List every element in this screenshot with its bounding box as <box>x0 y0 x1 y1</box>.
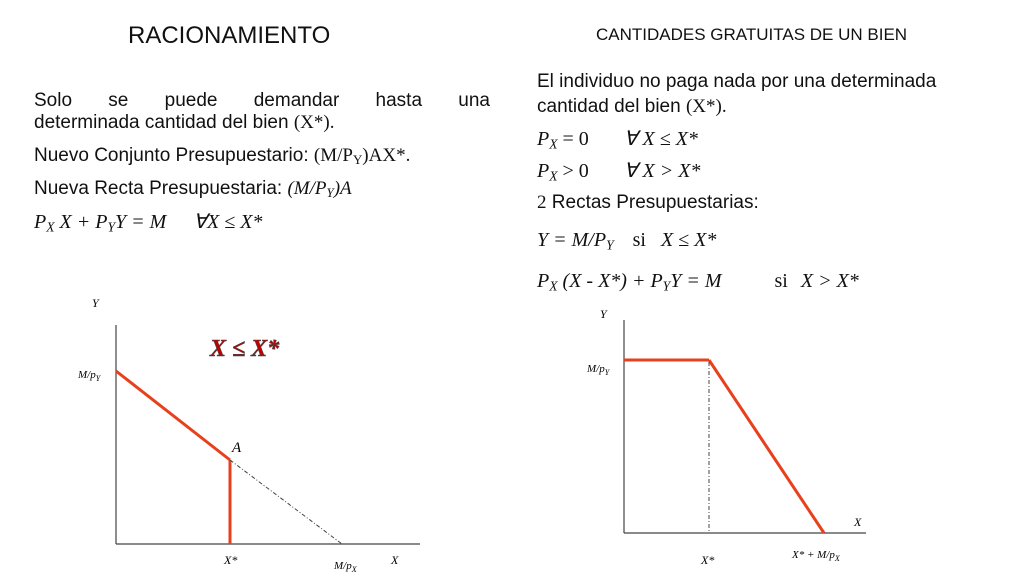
left-x-label: X <box>391 553 399 567</box>
left-x-intercept-label: $M/p_X$ <box>334 560 357 574</box>
right-price-positive-line: $P_X > 0$ ∀ X > X* <box>537 160 701 184</box>
right-x-label: X <box>854 515 862 529</box>
left-point-a-label: A <box>232 440 242 456</box>
right-y-label: Y <box>600 307 607 321</box>
right-x-intercept-label: $X* + M/p_X$ <box>792 549 840 563</box>
left-y-intercept-label: $M/p_Y$ <box>78 369 101 383</box>
right-xstar-label: X* <box>701 553 715 567</box>
left-dashed-extension <box>230 460 342 544</box>
left-budget-equation: $P_X$ $X + P_YY = M$ ∀X ≤ X* <box>34 211 263 235</box>
right-graph <box>570 300 890 576</box>
left-budget-segment <box>116 371 230 460</box>
left-para1-line2: determinada cantidad del bien (X*). <box>34 112 335 133</box>
right-y-intercept-label: $M/p_Y$ <box>587 363 610 377</box>
right-first-recta: $Y = M/P_Y$ si X ≤ X* <box>537 229 717 253</box>
right-second-recta: $P_X$ $(X - X*) + P_YY = M$ si X > X* <box>537 270 859 294</box>
left-title: RACIONAMIENTO <box>128 22 331 49</box>
left-recta-line: Nueva Recta Presupuestaria: $(M/P_Y)A$ <box>34 178 352 201</box>
left-xstar-label: X* <box>224 553 238 567</box>
right-para1-line1: El individuo no paga nada por una determinada <box>537 71 937 92</box>
left-graph <box>60 290 440 576</box>
right-price-zero-line: $P_X = 0$ ∀ X ≤ X* <box>537 128 698 152</box>
left-annotation: X ≤ X* <box>210 336 280 362</box>
right-rectas-heading: 2 Rectas Presupuestarias: <box>537 192 759 213</box>
right-sloped-segment <box>709 360 824 533</box>
right-title: CANTIDADES GRATUITAS DE UN BIEN <box>596 25 908 44</box>
left-para1-line1: Solo se puede demandar hasta una <box>34 90 490 111</box>
right-para1-line2: cantidad del bien (X*). <box>537 96 727 117</box>
left-conjunto-line: Nuevo Conjunto Presupuestario: $(M/P_Y)AX*$. <box>34 145 411 168</box>
left-y-label: Y <box>92 296 99 310</box>
